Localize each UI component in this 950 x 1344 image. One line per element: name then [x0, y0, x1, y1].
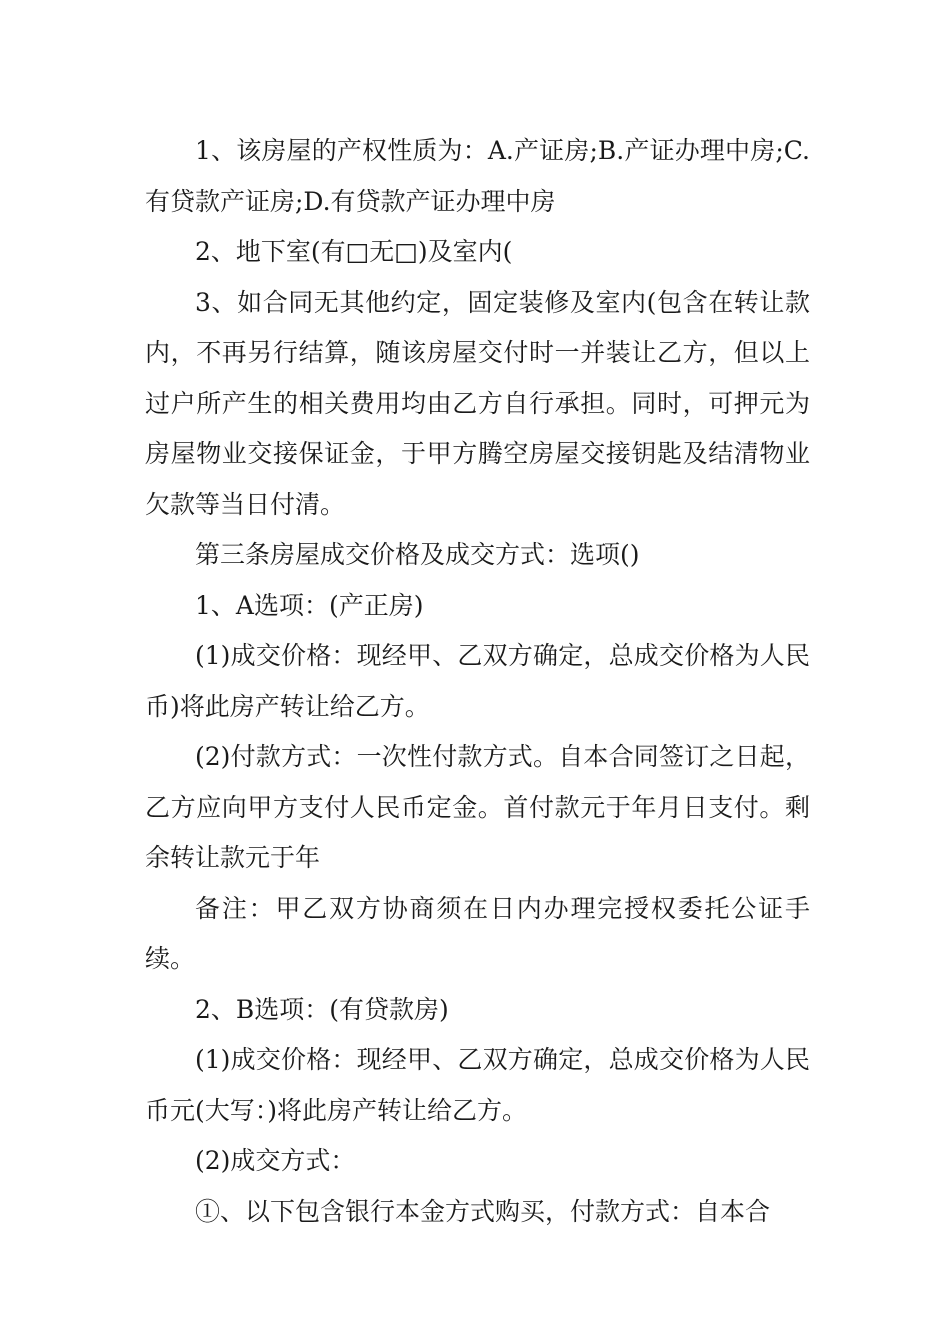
section-heading-article-three: 第三条房屋成交价格及成交方式：选项() — [195, 540, 640, 569]
paragraph-option-b-price: (1)成交价格：现经甲、乙双方确定，总成交价格为人民币元(大写：)将此房产转让给乙方。 — [145, 1045, 810, 1125]
paragraph-fixed-decoration: 3、如合同无其他约定，固定装修及室内(包含在转让款内，不再另行结算，随该房屋交付时一并装让乙方，但以上过户所产生的相关费用均由乙方自行承担。同时，可押元为房屋物业交接保证金，于甲方腾空房屋交接钥匙及结清物业欠款等当日付清。 — [145, 287, 810, 519]
paragraph-option-b-method: (2)成交方式： — [195, 1146, 356, 1175]
paragraph-option-b-loan: ①、以下包含银行本金方式购买，付款方式：自本合 — [195, 1196, 771, 1226]
paragraph-option-b: 2、B选项：(有贷款房) — [195, 994, 449, 1024]
paragraph-option-a-payment: (2)付款方式：一次性付款方式。自本合同签订之日起，乙方应向甲方支付人民币定金。首付款元于年月日支付。剩余转让款元于年 — [145, 742, 810, 872]
paragraph-property-nature: 1、该房屋的产权性质为：A.产证房;B.产证办理中房;C.有贷款产证房;D.有贷款产证办理中房 — [145, 136, 810, 216]
document-body — [145, 126, 810, 1237]
paragraph-option-a: 1、A选项：(产正房) — [195, 590, 424, 620]
paragraph-basement: 2、地下室(有□无□)及室内( — [195, 237, 513, 266]
paragraph-option-a-price: (1)成交价格：现经甲、乙双方确定，总成交价格为人民币)将此房产转让给乙方。 — [145, 641, 810, 721]
paragraph-remark: 备注：甲乙双方协商须在日内办理完授权委托公证手续。 — [145, 893, 810, 973]
